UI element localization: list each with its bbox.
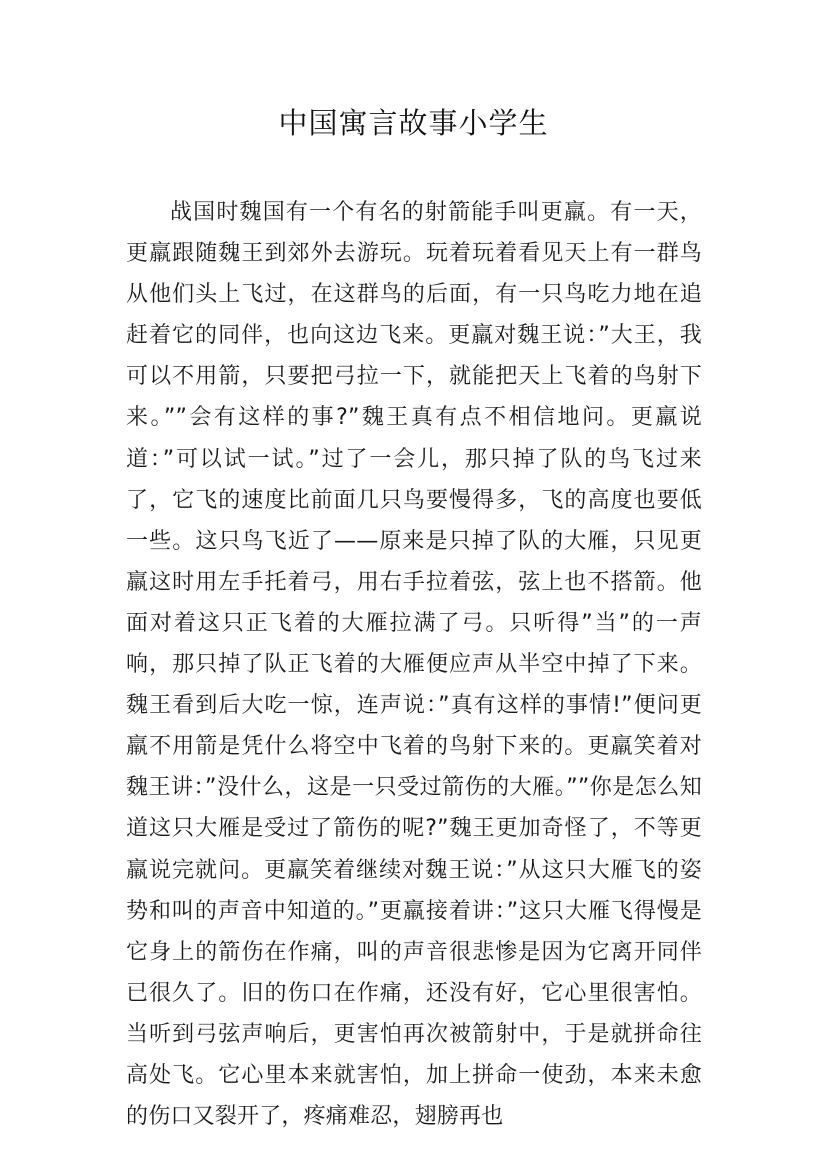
story-paragraph: 战国时魏国有一个有名的射箭能手叫更羸。有一天，更羸跟随魏王到郊外去游玩。玩着玩着看见天上有一群鸟从他们头上飞过，在这群鸟的后面，有一只鸟吃力地在追赶着它的同伴，也向这边飞来。更羸对魏王说：”大王，我可以不用箭，只要把弓拉一下，就能把天上飞着的鸟射下来。””会有这样的事?”魏王真有点不相信地问。更羸说道：”可以试一试。”过了一会儿，那只掉了队的鸟飞过来了，它飞的速度比前面几只鸟要慢得多，飞的高度也要低一些。这只鸟飞近了——原来是只掉了队的大雁，只见更羸这时用左手托着弓，用右手拉着弦，弦上也不搭箭。他面对着这只正飞着的大雁拉满了弓。只听得”当”的一声响，那只掉了队正飞着的大雁便应声从半空中掉了下来。魏王看到后大吃一惊，连声说：”真有这样的事情!”便问更羸不用箭是凭什么将空中飞着的鸟射下来的。更羸笑着对魏王讲：”没什么，这是一只受过箭伤的大雁。””你是怎么知道这只大雁是受过了箭伤的呢?”魏王更加奇怪了，不等更羸说完就问。更羸笑着继续对魏王说：”从这只大雁飞的姿势和叫的声音中知道的。”更羸接着讲：”这只大雁飞得慢是它身上的箭伤在作痛，叫的声音很悲惨是因为它离开同伴已很久了。旧的伤口在作痛，还没有好，它心里很害怕。当听到弓弦声响后，更害怕再次被箭射中，于是就拼命往高处飞。它心里本来就害怕，加上拼命一使劲，本来未愈的伤口又裂开了，疼痛难忍，翅膀再也 — [126, 200, 702, 1130]
document-title: 中国寓言故事小学生 — [278, 106, 549, 140]
